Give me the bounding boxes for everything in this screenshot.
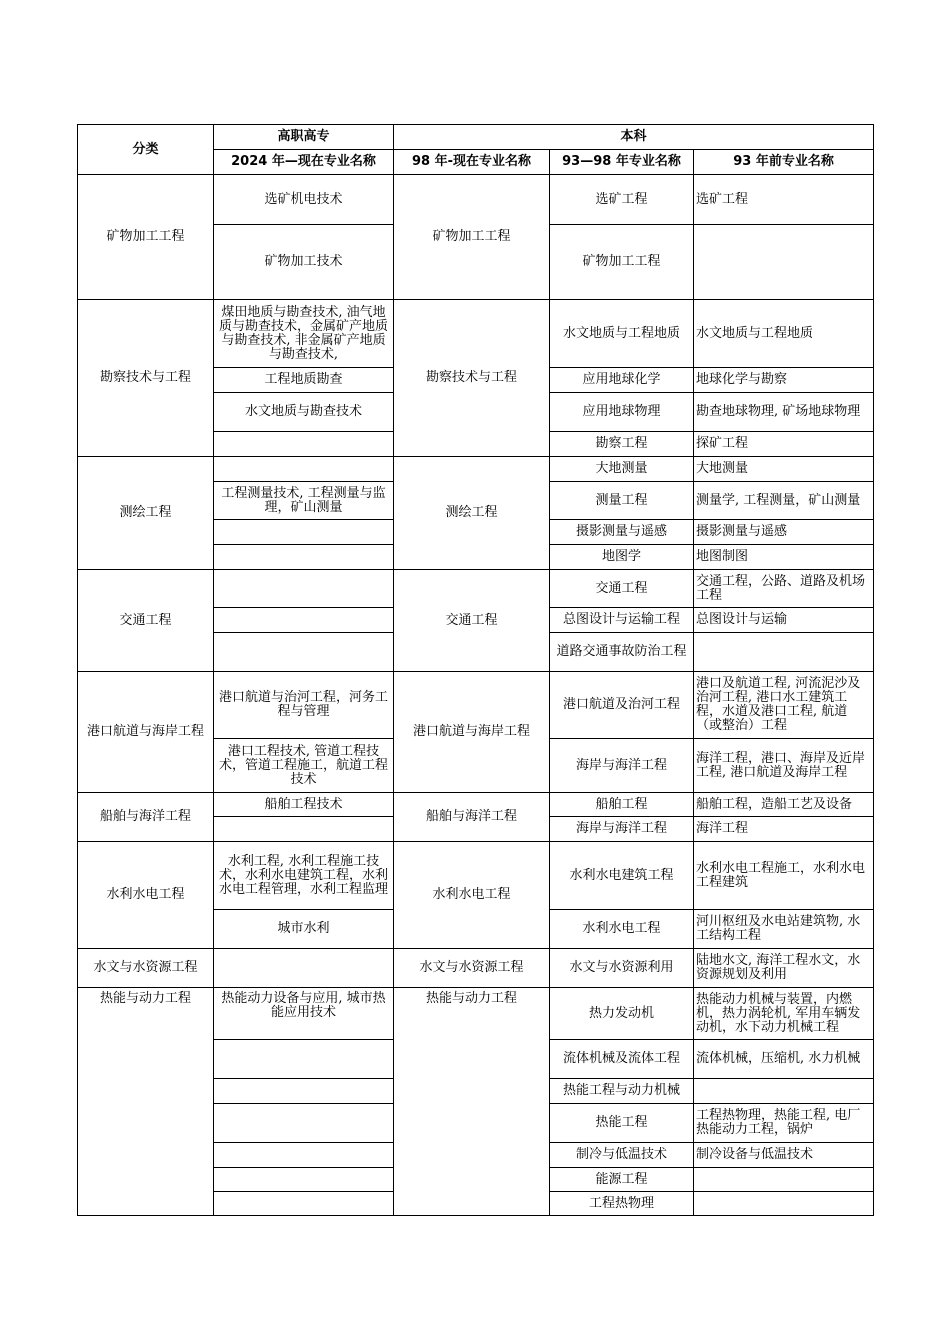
name-93-98-cell: 制冷与低温技术 [550, 1143, 694, 1168]
name-98-cell: 船舶与海洋工程 [394, 793, 550, 842]
name-93-98-cell: 总图设计与运输工程 [550, 608, 694, 633]
name-98-cell: 勘察技术与工程 [394, 300, 550, 457]
name-93-98-cell: 摄影测量与遥感 [550, 520, 694, 545]
vocational-cell [214, 1079, 394, 1104]
name-93-98-cell: 工程热物理 [550, 1192, 694, 1216]
name-93-98-cell: 港口航道及治河工程 [550, 672, 694, 739]
name-pre93-cell: 交通工程，公路、道路及机场工程 [694, 570, 874, 608]
table-row [78, 570, 874, 608]
name-93-98-cell: 选矿工程 [550, 175, 694, 225]
vocational-cell: 港口工程技术, 管道工程技术，管道工程施工，航道工程技术 [214, 739, 394, 793]
name-pre93-cell: 选矿工程 [694, 175, 874, 225]
name-pre93-cell: 船舶工程，造船工艺及设备 [694, 793, 874, 817]
category-cell: 水利水电工程 [78, 842, 214, 949]
vocational-cell: 工程地质勘查 [214, 368, 394, 393]
name-pre93-cell: 陆地水文, 海洋工程水文，水资源规划及利用 [694, 949, 874, 988]
header-undergrad: 本科 [394, 125, 874, 150]
name-pre93-cell: 制冷设备与低温技术 [694, 1143, 874, 1168]
name-93-98-cell: 热能工程 [550, 1104, 694, 1143]
category-cell: 矿物加工工程 [78, 175, 214, 300]
name-93-98-cell: 热力发动机 [550, 988, 694, 1040]
name-93-98-cell: 海岸与海洋工程 [550, 817, 694, 842]
vocational-cell [214, 1192, 394, 1216]
vocational-cell [214, 1040, 394, 1079]
major-name-table [77, 124, 874, 1216]
name-pre93-cell: 热能动力机械与装置，内燃机，热力涡轮机, 军用车辆发动机，水下动力机械工程 [694, 988, 874, 1040]
name-pre93-cell: 摄影测量与遥感 [694, 520, 874, 545]
name-93-98-cell: 水文地质与工程地质 [550, 300, 694, 368]
vocational-cell [214, 1104, 394, 1143]
vocational-cell [214, 633, 394, 672]
name-pre93-cell [694, 1079, 874, 1104]
vocational-cell [214, 457, 394, 482]
header-vocational: 高职高专 [214, 125, 394, 150]
name-93-98-cell: 热能工程与动力机械 [550, 1079, 694, 1104]
name-98-cell: 水文与水资源工程 [394, 949, 550, 988]
vocational-cell: 城市水利 [214, 910, 394, 949]
vocational-cell: 热能动力设备与应用, 城市热能应用技术 [214, 988, 394, 1040]
category-cell: 热能与动力工程 [78, 988, 214, 1216]
name-93-98-cell: 船舶工程 [550, 793, 694, 817]
vocational-cell: 港口航道与治河工程，河务工程与管理 [214, 672, 394, 739]
vocational-cell: 工程测量技术, 工程测量与监理，矿山测量 [214, 482, 394, 520]
name-93-98-cell: 测量工程 [550, 482, 694, 520]
header-row-1 [78, 125, 874, 150]
vocational-cell [214, 608, 394, 633]
name-93-98-cell: 道路交通事故防治工程 [550, 633, 694, 672]
name-93-98-cell: 矿物加工工程 [550, 225, 694, 300]
vocational-cell: 选矿机电技术 [214, 175, 394, 225]
table-row [78, 457, 874, 482]
name-pre93-cell: 勘查地球物理, 矿场地球物理 [694, 393, 874, 432]
name-93-98-cell: 水文与水资源利用 [550, 949, 694, 988]
table-row [78, 793, 874, 817]
header-2024: 2024 年—现在专业名称 [214, 150, 394, 175]
vocational-cell [214, 545, 394, 570]
name-pre93-cell [694, 633, 874, 672]
name-93-98-cell: 大地测量 [550, 457, 694, 482]
name-93-98-cell: 应用地球化学 [550, 368, 694, 393]
category-cell: 港口航道与海岸工程 [78, 672, 214, 793]
category-cell: 水文与水资源工程 [78, 949, 214, 988]
name-pre93-cell: 流体机械，压缩机, 水力机械 [694, 1040, 874, 1079]
vocational-cell [214, 1143, 394, 1168]
vocational-cell [214, 570, 394, 608]
vocational-cell [214, 520, 394, 545]
table-row [78, 949, 874, 988]
name-pre93-cell: 工程热物理，热能工程, 电厂热能动力工程，锅炉 [694, 1104, 874, 1143]
name-93-98-cell: 能源工程 [550, 1168, 694, 1192]
name-98-cell: 矿物加工工程 [394, 175, 550, 300]
name-98-cell: 测绘工程 [394, 457, 550, 570]
vocational-cell [214, 1168, 394, 1192]
vocational-cell [214, 817, 394, 842]
name-98-cell: 水利水电工程 [394, 842, 550, 949]
name-pre93-cell: 地图制图 [694, 545, 874, 570]
vocational-cell: 煤田地质与勘查技术, 油气地质与勘查技术，金属矿产地质与勘查技术, 非金属矿产地质与勘查技术, [214, 300, 394, 368]
name-93-98-cell: 应用地球物理 [550, 393, 694, 432]
name-pre93-cell [694, 1168, 874, 1192]
name-pre93-cell: 海洋工程，港口、海岸及近岸工程, 港口航道及海岸工程 [694, 739, 874, 793]
name-pre93-cell [694, 225, 874, 300]
category-cell: 交通工程 [78, 570, 214, 672]
name-pre93-cell: 大地测量 [694, 457, 874, 482]
category-cell: 船舶与海洋工程 [78, 793, 214, 842]
vocational-cell: 水文地质与勘查技术 [214, 393, 394, 432]
name-pre93-cell: 总图设计与运输 [694, 608, 874, 633]
name-98-cell: 交通工程 [394, 570, 550, 672]
vocational-cell [214, 432, 394, 457]
name-98-cell: 港口航道与海岸工程 [394, 672, 550, 793]
name-pre93-cell: 河川枢纽及水电站建筑物, 水工结构工程 [694, 910, 874, 949]
name-pre93-cell: 地球化学与勘察 [694, 368, 874, 393]
name-93-98-cell: 勘察工程 [550, 432, 694, 457]
header-pre93: 93 年前专业名称 [694, 150, 874, 175]
category-cell: 勘察技术与工程 [78, 300, 214, 457]
name-93-98-cell: 流体机械及流体工程 [550, 1040, 694, 1079]
name-pre93-cell: 探矿工程 [694, 432, 874, 457]
name-pre93-cell: 水文地质与工程地质 [694, 300, 874, 368]
table-row [78, 842, 874, 910]
name-93-98-cell: 水利水电工程 [550, 910, 694, 949]
name-93-98-cell: 交通工程 [550, 570, 694, 608]
name-pre93-cell [694, 1192, 874, 1216]
name-pre93-cell: 测量学, 工程测量，矿山测量 [694, 482, 874, 520]
vocational-cell [214, 949, 394, 988]
vocational-cell: 船舶工程技术 [214, 793, 394, 817]
name-93-98-cell: 水利水电建筑工程 [550, 842, 694, 910]
header-category: 分类 [78, 125, 214, 175]
name-pre93-cell: 港口及航道工程, 河流泥沙及治河工程, 港口水工建筑工程，水道及港口工程, 航道（或整治）工程 [694, 672, 874, 739]
vocational-cell: 矿物加工技术 [214, 225, 394, 300]
vocational-cell: 水利工程, 水利工程施工技术，水利水电建筑工程，水利水电工程管理，水利工程监理 [214, 842, 394, 910]
table-row [78, 175, 874, 225]
name-98-cell: 热能与动力工程 [394, 988, 550, 1216]
table-row [78, 988, 874, 1040]
table-row [78, 672, 874, 739]
header-98: 98 年-现在专业名称 [394, 150, 550, 175]
name-pre93-cell: 水利水电工程施工，水利水电工程建筑 [694, 842, 874, 910]
name-93-98-cell: 地图学 [550, 545, 694, 570]
table-row [78, 300, 874, 368]
name-93-98-cell: 海岸与海洋工程 [550, 739, 694, 793]
category-cell: 测绘工程 [78, 457, 214, 570]
header-93-98: 93—98 年专业名称 [550, 150, 694, 175]
name-pre93-cell: 海洋工程 [694, 817, 874, 842]
